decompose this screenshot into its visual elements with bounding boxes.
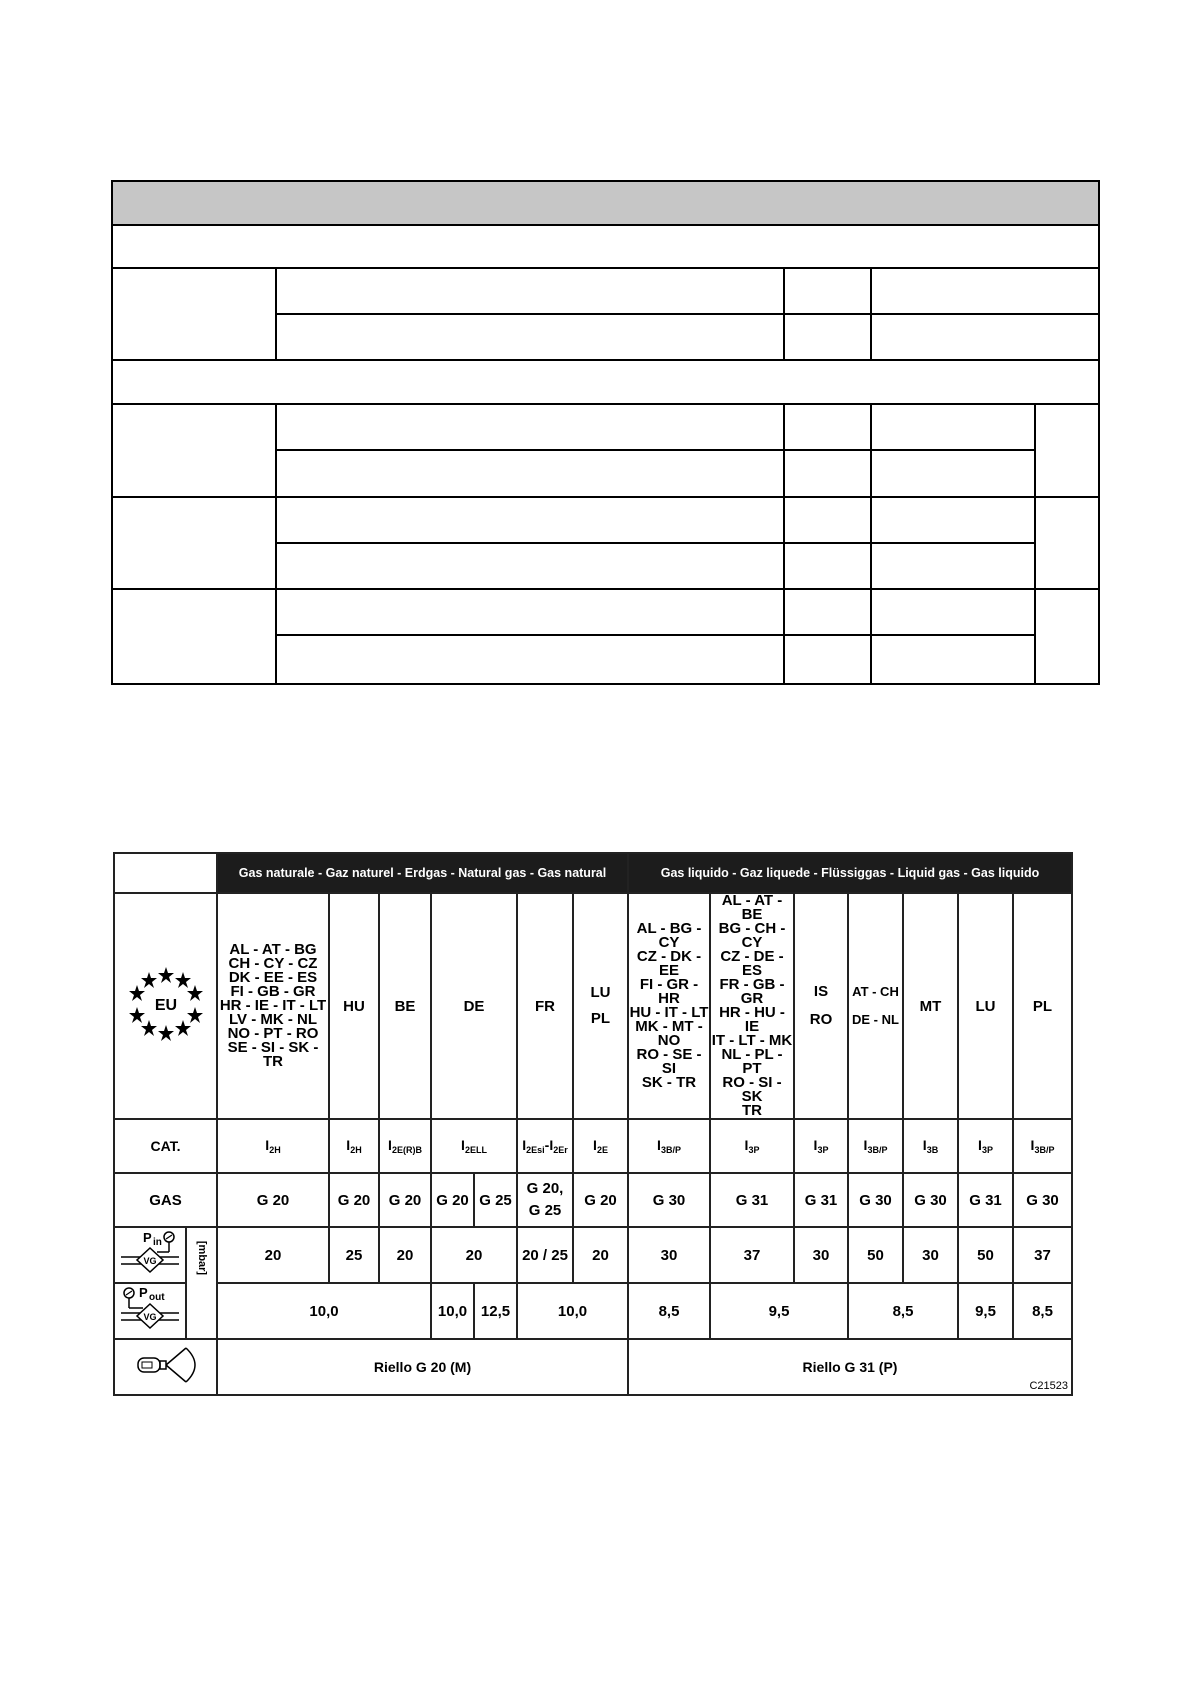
gas-cell: G 30	[628, 1173, 710, 1227]
cat-cell: $I_{3B/P}$	[1013, 1119, 1072, 1173]
burner-symbol	[114, 1339, 217, 1395]
svg-text:VG: VG	[143, 1256, 157, 1266]
row-line	[113, 267, 1098, 269]
col-line	[783, 267, 785, 359]
cat-cell: $I_{3B}$	[903, 1119, 958, 1173]
pin-cell: 30	[628, 1227, 710, 1283]
gas-cell: G 30	[903, 1173, 958, 1227]
pin-cell: 37	[710, 1227, 794, 1283]
pin-cell: 30	[903, 1227, 958, 1283]
cat-cell: $I_{3P}$	[794, 1119, 848, 1173]
svg-text:P: P	[143, 1230, 152, 1245]
burner-nozzle-icon	[126, 1342, 206, 1388]
pout-cell: 8,5	[848, 1283, 958, 1339]
country-lu-pl: LU PL	[573, 893, 628, 1119]
row-line	[113, 496, 1098, 498]
gas-cell: G 20	[379, 1173, 431, 1227]
row-line	[113, 359, 1098, 361]
gas-cell: G 31	[710, 1173, 794, 1227]
eu-stars-icon	[124, 962, 208, 1046]
col-line	[1034, 403, 1036, 683]
countries-natural-list: AL - AT - BG CH - CY - CZ DK - EE - ES FI - GB - GR HR - IE - IT - LT LV - MK - NL NO - PT - RO SE - SI - SK - TR	[217, 893, 329, 1119]
countries-liquid-list-1: AL - BG - CY CZ - DK - EE FI - GR - HR HU - IT - LT MK - MT - NO RO - SE - SI SK - TR	[628, 893, 710, 1119]
svg-text:in: in	[153, 1237, 162, 1248]
svg-text:out: out	[149, 1292, 165, 1303]
row-line	[275, 634, 1036, 636]
pin-cell: 20	[573, 1227, 628, 1283]
pin-cell: 50	[848, 1227, 903, 1283]
country-at-ch-de-nl: AT - CH DE - NL	[848, 893, 903, 1119]
cat-label: CAT.	[114, 1119, 217, 1173]
country-lu: LU	[958, 893, 1013, 1119]
eu-label: EU	[154, 997, 177, 1014]
country-is-ro: IS RO	[794, 893, 848, 1119]
pressure-outlet-icon	[117, 1284, 183, 1334]
gas-cell: G 20	[573, 1173, 628, 1227]
gas-cell: G 30	[848, 1173, 903, 1227]
cat-cell: $I_{2H}$	[329, 1119, 379, 1173]
gas-cell: G 25	[474, 1173, 517, 1227]
header-blank	[114, 853, 217, 893]
pin-cell: 30	[794, 1227, 848, 1283]
empty-form-table	[111, 180, 1100, 685]
country-de: DE	[431, 893, 517, 1119]
burner-natural: Riello G 20 (M)	[217, 1339, 628, 1395]
svg-text:VG: VG	[143, 1312, 157, 1322]
unit-label: [mbar]	[186, 1227, 217, 1339]
pin-cell: 25	[329, 1227, 379, 1283]
row-line	[113, 224, 1098, 226]
pout-cell: 9,5	[958, 1283, 1013, 1339]
gas-cell: G 20	[217, 1173, 329, 1227]
country-fr: FR	[517, 893, 573, 1119]
cat-cell: $I_{2Esi}-I_{2Er}$	[517, 1119, 573, 1173]
burner-liquid: Riello G 31 (P) C21523	[628, 1339, 1072, 1395]
gas-category-table	[113, 852, 1073, 1396]
liquid-gas-header: Gas liquido - Gaz liquede - Flüssiggas - Liquid gas - Gas liquido	[628, 853, 1072, 893]
gas-cell: G 31	[794, 1173, 848, 1227]
eu-flag	[114, 893, 217, 1119]
col-line	[870, 267, 872, 359]
figure-reference: C21523	[1029, 1380, 1068, 1392]
row-line	[275, 449, 1036, 451]
gas-cell: G 30	[1013, 1173, 1072, 1227]
natural-gas-header: Gas naturale - Gaz naturel - Erdgas - Natural gas - Gas natural	[217, 853, 628, 893]
country-hu: HU	[329, 893, 379, 1119]
pout-cell: 10,0	[517, 1283, 628, 1339]
country-pl: PL	[1013, 893, 1072, 1119]
col-line	[870, 403, 872, 683]
pin-cell: 20	[217, 1227, 329, 1283]
col-line	[275, 403, 277, 683]
cat-cell: $I_{3B/P}$	[848, 1119, 903, 1173]
table-header-band	[113, 182, 1098, 224]
pout-cell: 10,0	[431, 1283, 474, 1339]
cat-cell: $I_{2E(R)B}$	[379, 1119, 431, 1173]
pout-cell: 10,0	[217, 1283, 431, 1339]
cat-cell: $I_{3P}$	[710, 1119, 794, 1173]
pressure-inlet-icon	[117, 1228, 183, 1278]
pin-cell: 20	[431, 1227, 517, 1283]
cat-cell: $I_{2ELL}$	[431, 1119, 517, 1173]
country-be: BE	[379, 893, 431, 1119]
row-line	[113, 588, 1098, 590]
gas-cell: G 20	[329, 1173, 379, 1227]
gas-label: GAS	[114, 1173, 217, 1227]
col-line	[275, 267, 277, 359]
country-mt: MT	[903, 893, 958, 1119]
pin-cell: 20 / 25	[517, 1227, 573, 1283]
gas-cell-fr: G 20, G 25	[517, 1173, 573, 1227]
pin-symbol	[114, 1227, 186, 1283]
pin-cell: 20	[379, 1227, 431, 1283]
svg-text:P: P	[139, 1285, 148, 1300]
gas-cell: G 20	[431, 1173, 474, 1227]
pout-symbol	[114, 1283, 186, 1339]
cat-cell: $I_{2H}$	[217, 1119, 329, 1173]
pout-cell: 12,5	[474, 1283, 517, 1339]
pin-cell: 50	[958, 1227, 1013, 1283]
pout-cell: 8,5	[628, 1283, 710, 1339]
cat-cell: $I_{3B/P}$	[628, 1119, 710, 1173]
countries-liquid-list-2: AL - AT - BE BG - CH - CY CZ - DE - ES FR - GB - GR HR - HU - IE IT - LT - MK NL - PL - PT RO - SI - SK TR	[711, 893, 793, 1119]
col-line	[783, 403, 785, 683]
cat-cell: $I_{2E}$	[573, 1119, 628, 1173]
row-line	[275, 542, 1036, 544]
row-line	[275, 313, 1098, 315]
row-line	[113, 403, 1098, 405]
pout-cell: 8,5	[1013, 1283, 1072, 1339]
pin-cell: 37	[1013, 1227, 1072, 1283]
pout-cell: 9,5	[710, 1283, 848, 1339]
gas-cell: G 31	[958, 1173, 1013, 1227]
cat-cell: $I_{3P}$	[958, 1119, 1013, 1173]
